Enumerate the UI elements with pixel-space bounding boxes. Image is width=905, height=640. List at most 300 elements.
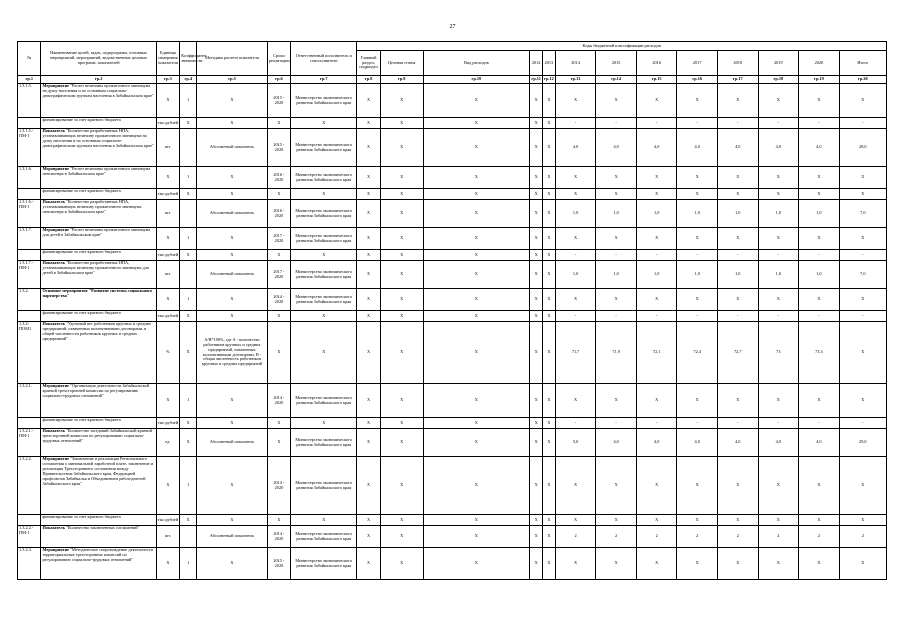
column-number: гр.2 xyxy=(41,76,156,84)
row-target-article: Х xyxy=(380,261,423,289)
row-expense-type: Х xyxy=(423,289,530,311)
row-value: 5,0 xyxy=(555,429,596,457)
row-value: Х xyxy=(596,84,637,118)
row-value: Х xyxy=(555,228,596,250)
row-value: Х xyxy=(555,457,596,515)
row-value: Х xyxy=(596,384,637,418)
row-expense-type: Х xyxy=(423,526,530,548)
row-value: - xyxy=(718,250,759,261)
column-number: гр.8 xyxy=(357,76,380,84)
row-value: Х xyxy=(543,548,556,580)
row-target-article: Х xyxy=(380,228,423,250)
table-row xyxy=(18,167,887,189)
row-name: финансирование за счет краевого бюджета xyxy=(41,189,156,200)
row-name: Мероприятие "Организация деятельности Забайкальской краевой трехсторонней комиссии по регулированию социально-трудовых отношений" xyxy=(41,384,156,418)
header-coef: Коэффициент значимости xyxy=(180,42,197,76)
row-coef: 1 xyxy=(180,457,197,515)
row-value: Х xyxy=(839,384,886,418)
row-value: Х xyxy=(799,84,840,118)
column-number: гр.15 xyxy=(636,76,677,84)
row-value: - xyxy=(758,118,799,129)
row-kind: Показатель xyxy=(42,321,65,326)
row-responsible: Министерство экономического развития Забайкальского края xyxy=(291,384,357,418)
row-value: Х xyxy=(799,457,840,515)
row-value: Х xyxy=(718,228,759,250)
row-value: 2 xyxy=(636,526,677,548)
row-coef: Х xyxy=(180,322,197,384)
row-number: 1.3.2. xyxy=(18,289,41,311)
row-value: 73,3 xyxy=(799,322,840,384)
row-value: - xyxy=(596,250,637,261)
row-unit: Х xyxy=(156,548,179,580)
row-number: 1.3.2.1. xyxy=(18,384,41,418)
row-number: 1.3.2.3. xyxy=(18,548,41,580)
table-row xyxy=(18,515,887,526)
row-term: 2015 - 2020 xyxy=(267,548,290,580)
row-value: Х xyxy=(799,228,840,250)
row-method: Х xyxy=(197,118,267,129)
row-value: Х xyxy=(596,457,637,515)
row-target-article: Х xyxy=(380,526,423,548)
header-no: № xyxy=(18,42,41,76)
row-value: Х xyxy=(839,457,886,515)
row-name: Показатель "Количество заключенных соглашений" xyxy=(41,526,156,548)
header-year: 2013 xyxy=(543,51,556,76)
row-target-article: Х xyxy=(380,289,423,311)
row-main-section: Х xyxy=(357,118,380,129)
row-value: 2 xyxy=(555,526,596,548)
row-expense-type: Х xyxy=(423,311,530,322)
row-value: Х xyxy=(636,548,677,580)
row-value: 1,0 xyxy=(555,261,596,289)
row-target-article: Х xyxy=(380,189,423,200)
row-coef: Х xyxy=(180,515,197,526)
row-unit: ед. xyxy=(156,429,179,457)
row-value: 4,0 xyxy=(758,429,799,457)
row-name: Показатель "Количество разработанных НПА, устанавливающих величину прожиточного минимума пенсионера в Забайкальском крае" xyxy=(41,200,156,228)
row-kind: Показатель xyxy=(42,199,65,204)
row-target-article: Х xyxy=(380,548,423,580)
row-unit: Х xyxy=(156,228,179,250)
row-main-section: Х xyxy=(357,418,380,429)
row-responsible: Х xyxy=(291,250,357,261)
row-value: Х xyxy=(596,289,637,311)
row-expense-type: Х xyxy=(423,250,530,261)
row-method: Х xyxy=(197,457,267,515)
row-number: 1.3.1.5. xyxy=(18,84,41,118)
row-value: Х xyxy=(543,457,556,515)
row-name: Мероприятие "Методическое сопровождение деятельности территориальных трехсторонних комиссий по регулированию социально-трудовых отношений" xyxy=(41,548,156,580)
row-term: Х xyxy=(267,515,290,526)
row-value: Х xyxy=(758,167,799,189)
header-name: Наименование целей, задач, подпрограмм, основных мероприятий, мероприятий, ведомственных целевых программ, показателей xyxy=(41,42,156,76)
row-value: - xyxy=(799,118,840,129)
row-kind: Мероприятие xyxy=(42,547,70,552)
row-unit: Х xyxy=(156,167,179,189)
column-number: гр.14 xyxy=(596,76,637,84)
row-unit: тыс.рублей xyxy=(156,189,179,200)
row-value: 4,0 xyxy=(677,429,718,457)
row-value: Х xyxy=(718,84,759,118)
row-value: Х xyxy=(596,548,637,580)
row-method: Абсолютный показатель xyxy=(197,429,267,457)
row-value: Х xyxy=(839,322,886,384)
row-value: Х xyxy=(758,84,799,118)
table-row xyxy=(18,200,887,228)
row-name xyxy=(41,289,156,311)
header-total: Итого xyxy=(839,51,886,76)
page-number: 27 xyxy=(449,24,456,30)
row-coef: 1 xyxy=(180,289,197,311)
row-term: Х xyxy=(267,118,290,129)
row-value: Х xyxy=(636,457,677,515)
row-expense-type: Х xyxy=(423,189,530,200)
row-expense-type: Х xyxy=(423,418,530,429)
column-number: гр.3 xyxy=(156,76,179,84)
row-value: 1,0 xyxy=(677,200,718,228)
row-main-section: Х xyxy=(357,200,380,228)
row-value: 2 xyxy=(799,526,840,548)
column-number: гр.12 xyxy=(543,76,556,84)
row-target-article: Х xyxy=(380,118,423,129)
row-value: Х xyxy=(799,384,840,418)
row-value: Х xyxy=(758,189,799,200)
row-value: 4,0 xyxy=(596,129,637,167)
row-value: - xyxy=(677,418,718,429)
row-value: 29,0 xyxy=(839,429,886,457)
table-row xyxy=(18,548,887,580)
row-responsible: Министерство экономического развития Забайкальского края xyxy=(291,289,357,311)
row-kind: Показатель xyxy=(42,525,65,530)
row-value: Х xyxy=(543,429,556,457)
row-responsible: Министерство экономического развития Забайкальского края xyxy=(291,261,357,289)
row-coef: Х xyxy=(180,429,197,457)
row-unit: шт. xyxy=(156,261,179,289)
row-term: Х xyxy=(267,429,290,457)
header-year: 2016 xyxy=(636,51,677,76)
header-responsible: Ответственный исполнитель и соисполнители xyxy=(291,42,357,76)
row-value: Х xyxy=(718,384,759,418)
row-value: 4,0 xyxy=(718,429,759,457)
row-value: - xyxy=(555,418,596,429)
row-value: Х xyxy=(530,457,543,515)
row-value: 4,0 xyxy=(677,129,718,167)
column-number: гр.20 xyxy=(839,76,886,84)
row-value: Х xyxy=(636,289,677,311)
row-method: Абсолютный показатель xyxy=(197,200,267,228)
row-method: Х xyxy=(197,289,267,311)
row-value: - xyxy=(636,250,677,261)
row-value: Х xyxy=(530,384,543,418)
row-value: Х xyxy=(530,250,543,261)
row-value: Х xyxy=(718,548,759,580)
row-value: Х xyxy=(636,384,677,418)
header-year: 2019 xyxy=(758,51,799,76)
row-kind: Мероприятие xyxy=(42,227,70,232)
row-value: Х xyxy=(596,189,637,200)
row-value: Х xyxy=(530,289,543,311)
row-expense-type: Х xyxy=(423,548,530,580)
row-target-article: Х xyxy=(380,457,423,515)
row-target-article: Х xyxy=(380,311,423,322)
row-responsible: Министерство экономического развития Забайкальского края xyxy=(291,457,357,515)
header-target-article: Целевая статья xyxy=(380,51,423,76)
row-value: Х xyxy=(799,189,840,200)
row-kind: Мероприятие xyxy=(42,456,70,461)
row-responsible: Министерство экономического развития Забайкальского края xyxy=(291,200,357,228)
row-main-section: Х xyxy=(357,189,380,200)
row-target-article: Х xyxy=(380,418,423,429)
row-name: Мероприятие "Расчет величины прожиточного минимума на душу населения и по основным социально-демографическим группам населения в Забайкальском крае" xyxy=(41,84,156,118)
row-value: - xyxy=(758,311,799,322)
row-number: 1.3.1.7. xyxy=(18,228,41,250)
row-term: 2014 - 2020 xyxy=(267,457,290,515)
row-coef: 1 xyxy=(180,84,197,118)
row-value: Х xyxy=(543,322,556,384)
row-responsible: Х xyxy=(291,189,357,200)
row-value: 1,0 xyxy=(799,261,840,289)
row-value: Х xyxy=(758,289,799,311)
row-term: Х xyxy=(267,189,290,200)
row-coef: 1 xyxy=(180,384,197,418)
row-name: Показатель "Количество разработанных НПА, устанавливающих величину прожиточного минимума для детей в Забайкальском крае" xyxy=(41,261,156,289)
row-value: - xyxy=(677,311,718,322)
row-target-article: Х xyxy=(380,250,423,261)
row-value: - xyxy=(555,118,596,129)
row-value: Х xyxy=(530,515,543,526)
row-method: Х xyxy=(197,311,267,322)
row-method: Х xyxy=(197,84,267,118)
row-value: - xyxy=(677,118,718,129)
row-unit: тыс.рублей xyxy=(156,515,179,526)
row-target-article: Х xyxy=(380,384,423,418)
row-term: Х xyxy=(267,311,290,322)
row-term: 2015 - 2020 xyxy=(267,129,290,167)
row-coef: Х xyxy=(180,311,197,322)
row-main-section: Х xyxy=(357,384,380,418)
row-value: Х xyxy=(530,200,543,228)
row-value: Х xyxy=(543,84,556,118)
row-target-article: Х xyxy=(380,515,423,526)
table-row xyxy=(18,384,887,418)
row-expense-type: Х xyxy=(423,228,530,250)
row-value: - xyxy=(839,118,886,129)
column-number: гр.9 xyxy=(380,76,423,84)
header-method: Методика расчета показателя xyxy=(197,42,267,76)
header-year: 2018 xyxy=(718,51,759,76)
row-expense-type: Х xyxy=(423,384,530,418)
row-method: Абсолютный показатель xyxy=(197,129,267,167)
row-responsible: Х xyxy=(291,322,357,384)
row-value: - xyxy=(596,118,637,129)
row-value: 4,0 xyxy=(799,429,840,457)
row-value: 4,0 xyxy=(636,429,677,457)
row-name: Мероприятие "Расчет величины прожиточного минимума для детей в Забайкальском крае" xyxy=(41,228,156,250)
row-expense-type: Х xyxy=(423,261,530,289)
row-unit: Х xyxy=(156,289,179,311)
row-value: Х xyxy=(758,548,799,580)
row-value: 1,0 xyxy=(636,261,677,289)
row-value: Х xyxy=(839,189,886,200)
row-expense-type: Х xyxy=(423,515,530,526)
row-main-section: Х xyxy=(357,228,380,250)
row-responsible: Министерство экономического развития Забайкальского края xyxy=(291,129,357,167)
row-value: 2 xyxy=(718,526,759,548)
row-value: Х xyxy=(543,289,556,311)
column-number: гр.11 xyxy=(530,76,543,84)
row-value: Х xyxy=(799,167,840,189)
row-name: финансирование за счет краевого бюджета xyxy=(41,311,156,322)
row-expense-type: Х xyxy=(423,200,530,228)
row-unit: тыс.рублей xyxy=(156,418,179,429)
row-name: финансирование за счет краевого бюджета xyxy=(41,418,156,429)
row-value: Х xyxy=(530,261,543,289)
row-term: Х xyxy=(267,250,290,261)
row-value: 71,9 xyxy=(596,322,637,384)
row-value: - xyxy=(718,418,759,429)
header-year: 2012 xyxy=(530,51,543,76)
header-expense-type: Вид расходов xyxy=(423,51,530,76)
row-responsible: Х xyxy=(291,118,357,129)
row-value: Х xyxy=(596,515,637,526)
row-kind: Показатель xyxy=(42,128,65,133)
row-term: 2015 - 2020 xyxy=(267,84,290,118)
table-row xyxy=(18,84,887,118)
row-coef xyxy=(180,200,197,228)
row-term: 2014 - 2020 xyxy=(267,526,290,548)
row-main-section: Х xyxy=(357,129,380,167)
row-term: 2017 - 2020 xyxy=(267,228,290,250)
row-responsible: Х xyxy=(291,311,357,322)
row-main-section: Х xyxy=(357,250,380,261)
row-value: Х xyxy=(677,515,718,526)
header-unit: Единица измерения показателя xyxy=(156,42,179,76)
row-value: Х xyxy=(677,457,718,515)
row-value: Х xyxy=(530,118,543,129)
row-value: Х xyxy=(839,84,886,118)
row-number: 1.3.1.7.-ПМ-1 xyxy=(18,261,41,289)
row-number: 1.3.1.5.-ПМ-1 xyxy=(18,129,41,167)
column-number: гр.10 xyxy=(423,76,530,84)
table-row xyxy=(18,118,887,129)
row-coef: Х xyxy=(180,250,197,261)
row-value: Х xyxy=(677,189,718,200)
row-value: - xyxy=(758,418,799,429)
column-number: гр.4 xyxy=(180,76,197,84)
row-value: Х xyxy=(758,384,799,418)
table-row xyxy=(18,189,887,200)
row-responsible: Министерство экономического развития Забайкальского края xyxy=(291,548,357,580)
row-name: Показатель "Удельный вес работников крупных и средних предприятий, охваченных коллективными договорами, в общей численности работников крупных и средних предприятий" xyxy=(41,322,156,384)
row-kind: Мероприятие xyxy=(42,83,70,88)
row-value: Х xyxy=(555,167,596,189)
row-value: Х xyxy=(677,548,718,580)
row-value: 7,0 xyxy=(839,261,886,289)
row-value: 1,0 xyxy=(596,200,637,228)
row-method: Абсолютный показатель xyxy=(197,526,267,548)
table-row xyxy=(18,228,887,250)
row-value: 4,0 xyxy=(596,429,637,457)
table-row xyxy=(18,418,887,429)
row-value: 1,0 xyxy=(718,261,759,289)
column-number: гр.16 xyxy=(677,76,718,84)
row-method: Х xyxy=(197,189,267,200)
header-year: 2015 xyxy=(596,51,637,76)
row-value: Х xyxy=(530,311,543,322)
row-main-section: Х xyxy=(357,311,380,322)
row-unit: тыс.рублей xyxy=(156,118,179,129)
row-expense-type: Х xyxy=(423,322,530,384)
row-value: - xyxy=(596,311,637,322)
table-row xyxy=(18,261,887,289)
row-value: Х xyxy=(799,548,840,580)
row-coef: 1 xyxy=(180,167,197,189)
row-value: Х xyxy=(555,189,596,200)
row-unit: % xyxy=(156,322,179,384)
row-unit: Х xyxy=(156,384,179,418)
row-number xyxy=(18,118,41,129)
row-value: Х xyxy=(636,228,677,250)
row-kind: Показатель xyxy=(42,260,65,265)
row-value: - xyxy=(555,311,596,322)
row-method: Х xyxy=(197,515,267,526)
row-coef: Х xyxy=(180,118,197,129)
header-year: 2020 xyxy=(799,51,840,76)
row-value: 72,4 xyxy=(677,322,718,384)
row-main-section: Х xyxy=(357,84,380,118)
row-responsible: Министерство экономического развития Забайкальского края xyxy=(291,228,357,250)
row-name: финансирование за счет краевого бюджета xyxy=(41,515,156,526)
row-value: Х xyxy=(799,289,840,311)
row-value: Х xyxy=(636,84,677,118)
row-number: 1.3.1.6. xyxy=(18,167,41,189)
row-main-section: Х xyxy=(357,457,380,515)
header-year: 2014 xyxy=(555,51,596,76)
row-value: - xyxy=(799,418,840,429)
header-budget-codes: Коды бюджетной классификации расходов xyxy=(357,42,887,51)
column-number: гр.1 xyxy=(18,76,41,84)
row-value: Х xyxy=(596,228,637,250)
row-value: Х xyxy=(718,289,759,311)
row-value: Х xyxy=(530,548,543,580)
row-value: Х xyxy=(530,167,543,189)
row-main-section: Х xyxy=(357,526,380,548)
row-value: Х xyxy=(543,311,556,322)
row-value: Х xyxy=(543,200,556,228)
row-value: Х xyxy=(543,526,556,548)
row-value: - xyxy=(677,250,718,261)
row-responsible: Министерство экономического развития Забайкальского края xyxy=(291,167,357,189)
row-value: Х xyxy=(718,457,759,515)
row-value: 7,0 xyxy=(839,200,886,228)
row-value: - xyxy=(839,311,886,322)
row-value: Х xyxy=(839,548,886,580)
row-number xyxy=(18,515,41,526)
row-value: 4,0 xyxy=(758,129,799,167)
table-row xyxy=(18,311,887,322)
row-value: Х xyxy=(758,515,799,526)
row-value: - xyxy=(839,250,886,261)
row-target-article: Х xyxy=(380,167,423,189)
row-method: Х xyxy=(197,250,267,261)
row-value: Х xyxy=(677,228,718,250)
row-unit: шт. xyxy=(156,200,179,228)
row-unit: тыс.рублей xyxy=(156,250,179,261)
row-value: Х xyxy=(636,515,677,526)
row-unit: тыс.рублей xyxy=(156,311,179,322)
table-body xyxy=(18,84,887,580)
table-row xyxy=(18,322,887,384)
